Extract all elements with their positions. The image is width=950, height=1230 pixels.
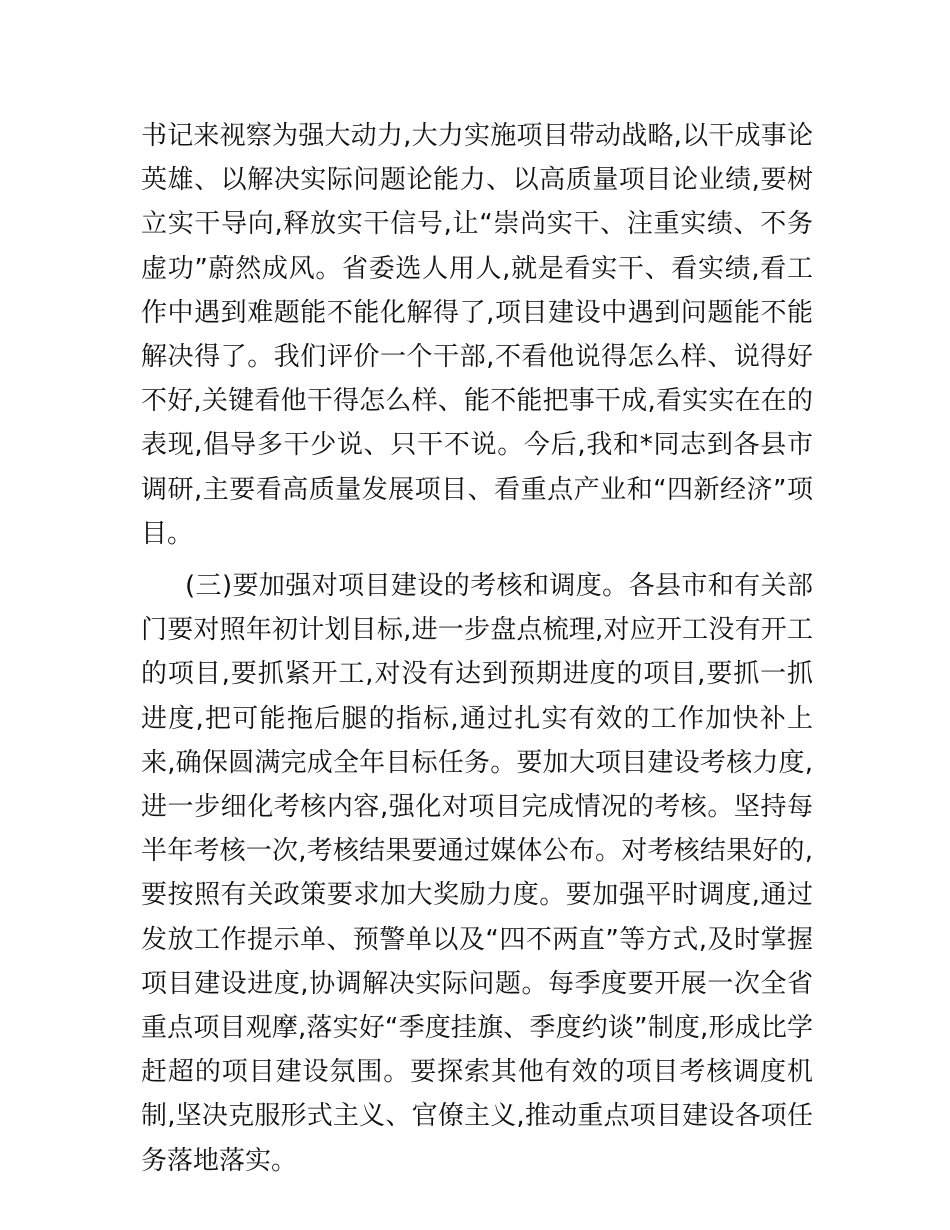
body-text [141, 114, 813, 1183]
paragraph-continuation: 书记来视察为强大动力,大力实施项目带动战略,以干成事论英雄、以解决实际问题论能力、以高质量项目论业绩,要树立实干导向,释放实干信号,让“崇尚实干、注重实绩、不务虚功”蔚然成风。省委选人用人,就是看实干、看实绩,看工作中遇到难题能不能化解得了,项目建设中遇到问题能不能解决得了。我们评价一个干部,不看他说得怎么样、说得好不好,关键看他干得怎么样、能不能把事干成,看实实在在的表现,倡导多干少说、只干不说。今后,我和*同志到各县市调研,主要看高质量发展项目、看重点产业和“四新经济”项目。 [141, 121, 813, 549]
paragraph-section-three: (三)要加强对项目建设的考核和调度。各县市和有关部门要对照年初计划目标,进一步盘点梳理,对应开工没有开工的项目,要抓紧开工,对没有达到预期进度的项目,要抓一抓进度,把可能拖后腿的指标,通过扎实有效的工作加快补上来,确保圆满完成全年目标任务。要加大项目建设考核力度,进一步细化考核内容,强化对项目完成情况的考核。坚持每半年考核一次,考核结果要通过媒体公布。对考核结果好的,要按照有关政策要求加大奖励力度。要加强平时调度,通过发放工作提示单、预警单以及“四不两直”等方式,及时掌握项目建设进度,协调解决实际问题。每季度要开展一次全省重点项目观摩,落实好“季度挂旗、季度约谈”制度,形成比学赶超的项目建设氛围。要探索其他有效的项目考核调度机制,坚决克服形式主义、官僚主义,推动重点项目建设各项任务落地落实。 [141, 571, 813, 1176]
